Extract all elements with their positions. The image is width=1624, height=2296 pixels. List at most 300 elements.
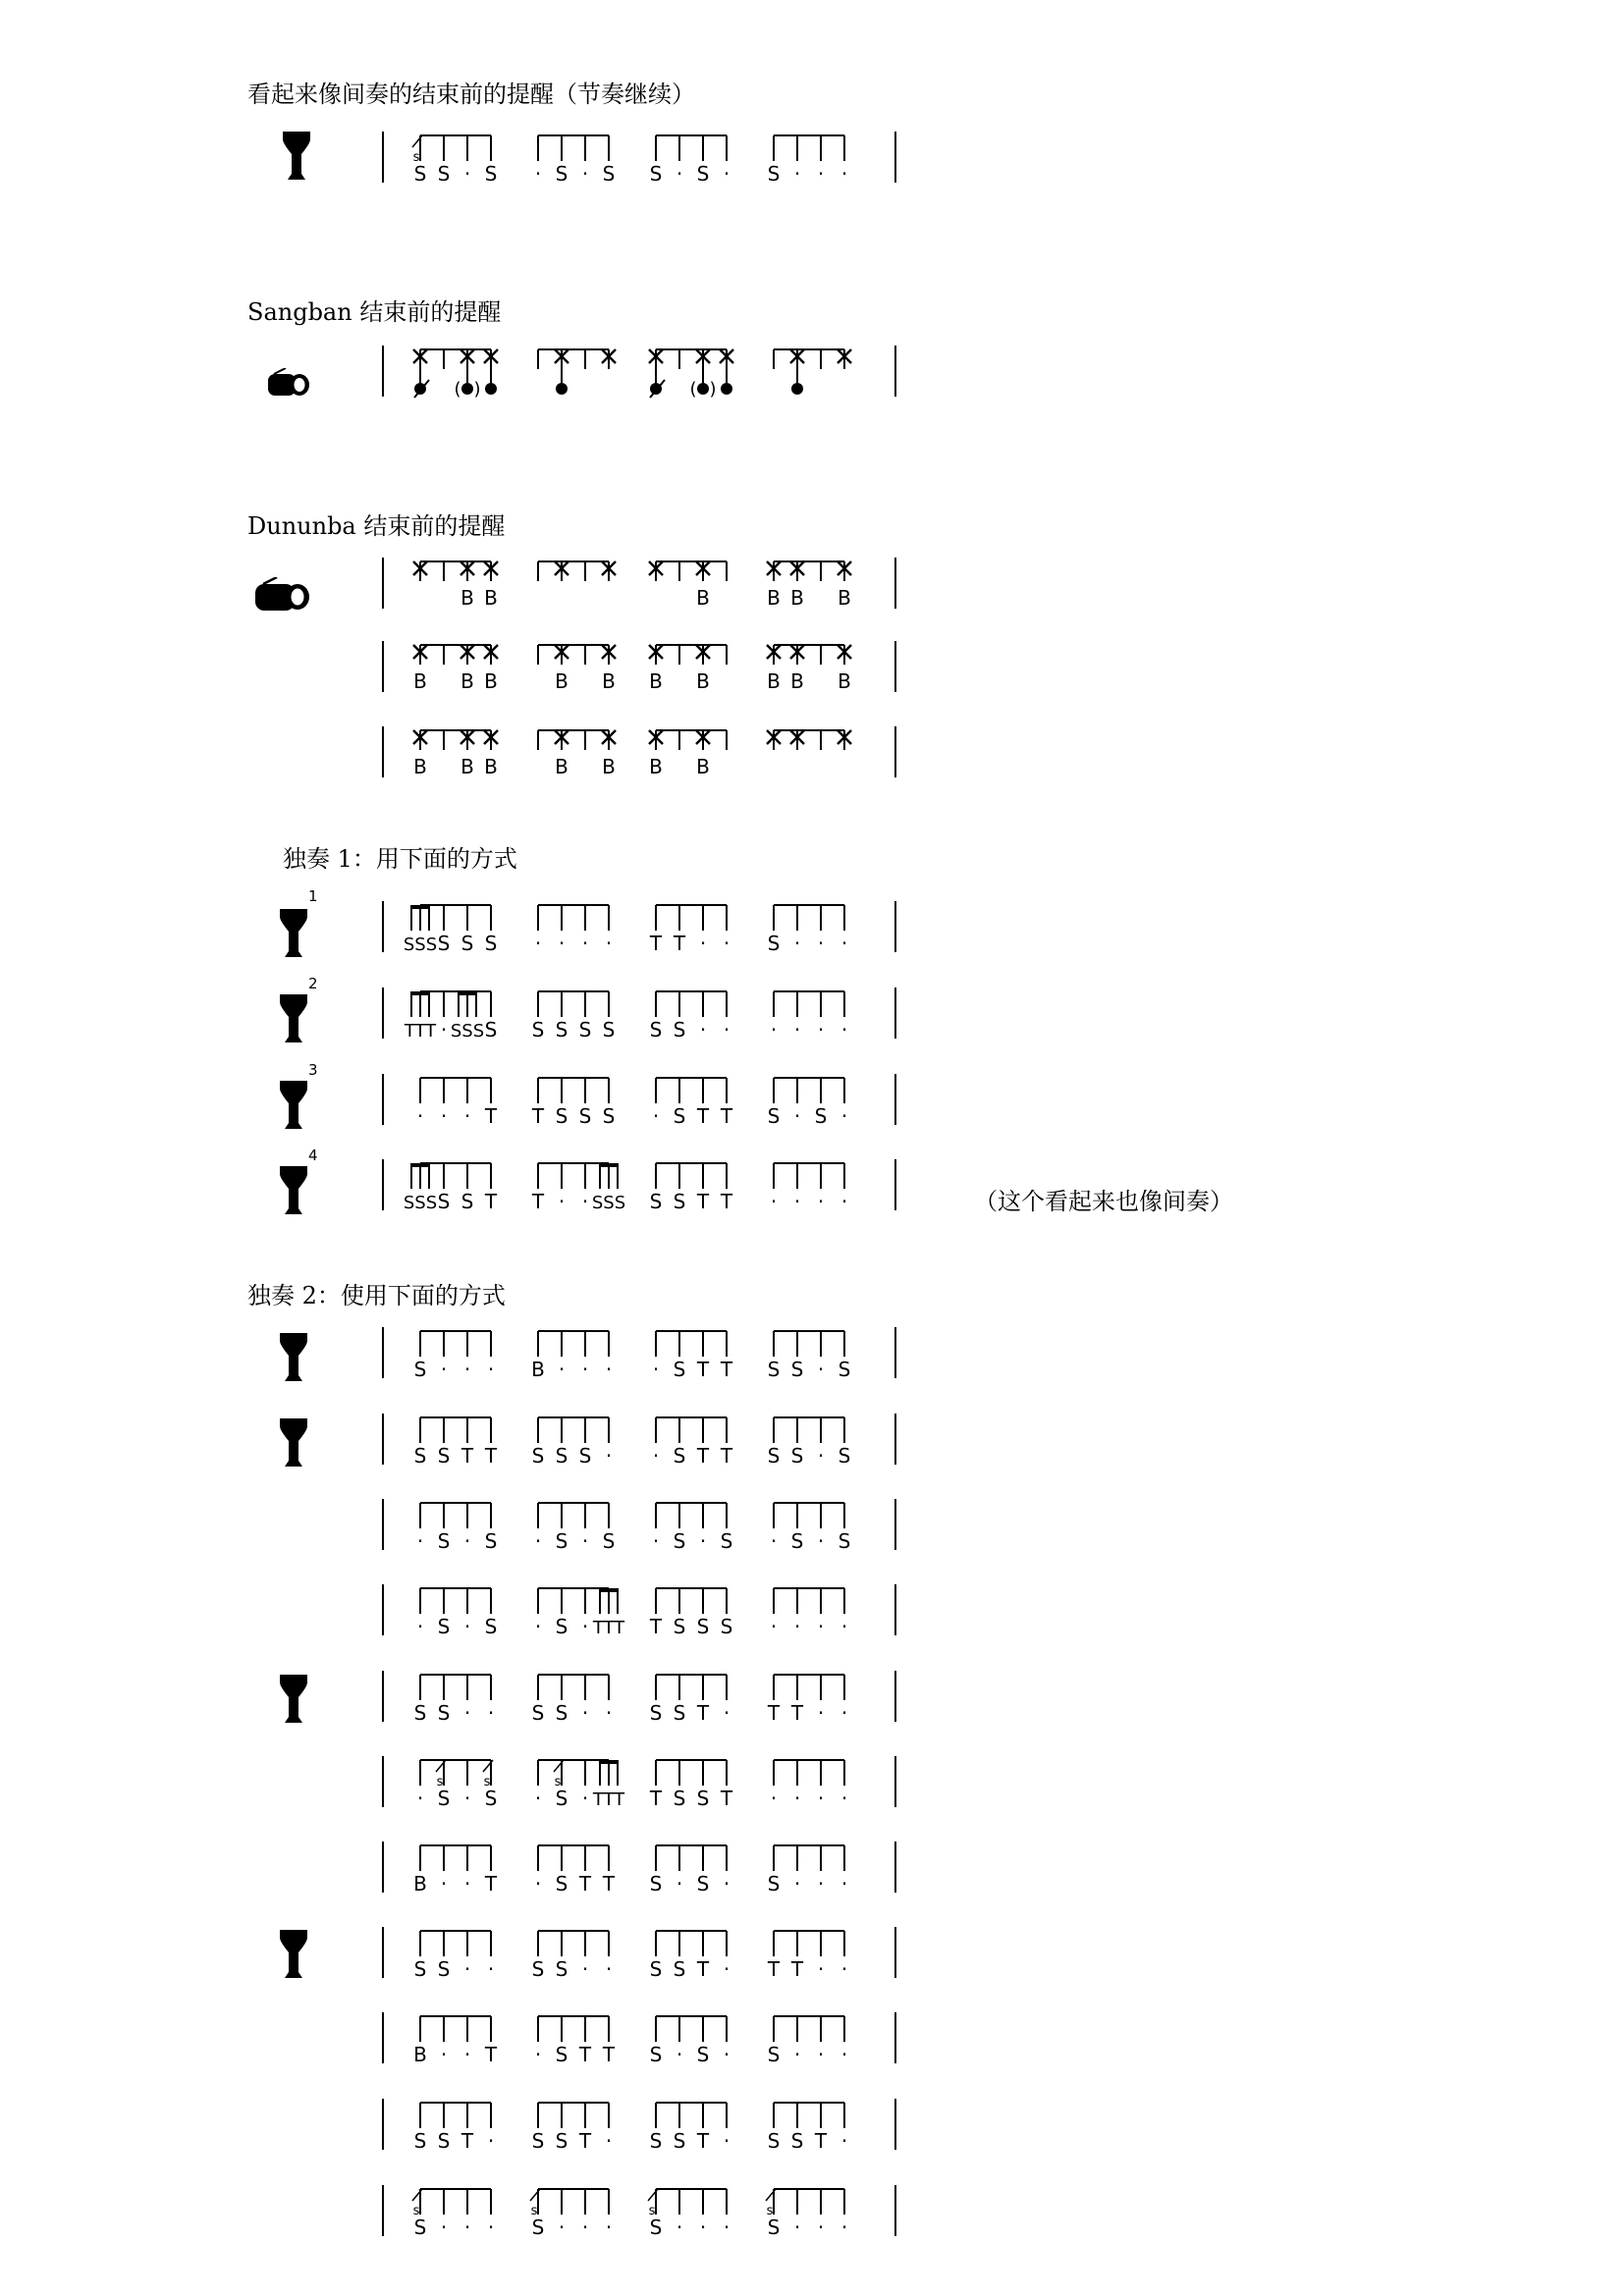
stroke-note: · (793, 162, 801, 186)
triplet-beam (600, 1588, 618, 1592)
open-stroke (485, 383, 497, 395)
stroke-note: S (460, 1190, 474, 1213)
stroke-note: · (440, 1018, 448, 1041)
stroke-note: · (793, 932, 801, 955)
stroke-note: T (531, 1190, 545, 1213)
stroke-note: · (416, 1615, 424, 1638)
stroke-note: S (767, 2129, 781, 2153)
stroke-note: · (699, 1018, 707, 1041)
stroke-note: S (437, 162, 451, 186)
stroke-note: S (838, 1444, 851, 1468)
stroke-note: S (555, 2129, 568, 2153)
stroke-note: · (463, 1787, 471, 1810)
stroke-note: T (767, 1957, 781, 1981)
stroke-note: S (413, 1444, 427, 1468)
stroke-note: T (673, 932, 686, 955)
stroke-note: · (817, 1444, 825, 1468)
stroke-note: T (696, 1701, 710, 1725)
triplet-note: TTT (404, 1021, 437, 1041)
stroke-note: T (720, 1190, 733, 1213)
stroke-note: T (484, 1190, 498, 1213)
bass-note: B (555, 755, 568, 778)
triplet-beam (411, 1163, 429, 1167)
stroke-note: · (652, 1104, 660, 1128)
stroke-note: · (652, 1529, 660, 1553)
stroke-note: T (484, 2043, 498, 2066)
stroke-note: · (723, 162, 731, 186)
bass-note: B (484, 755, 498, 778)
stroke-note: · (817, 932, 825, 955)
stroke-note: S (696, 1615, 710, 1638)
stroke-note: · (605, 1957, 613, 1981)
bass-note: B (767, 586, 781, 610)
stroke-note: T (720, 1444, 733, 1468)
stroke-note: T (484, 1872, 498, 1896)
stroke-note: S (602, 1018, 616, 1041)
grace-note: s (530, 2204, 538, 2218)
stroke-note: S (602, 162, 616, 186)
stroke-note: S (578, 1018, 592, 1041)
solo1-label-1: 1 (308, 887, 318, 905)
stroke-note: S (649, 1957, 663, 1981)
stroke-note: S (673, 1444, 686, 1468)
stroke-note: · (605, 2216, 613, 2239)
stroke-note: · (463, 162, 471, 186)
triplet-note: SSS (403, 1193, 438, 1213)
stroke-note: · (723, 1701, 731, 1725)
stroke-note: · (463, 1529, 471, 1553)
stroke-note: S (555, 1787, 568, 1810)
triplet-note: SSS (591, 1193, 626, 1213)
bass-note: B (696, 586, 710, 610)
stroke-note: T (720, 1358, 733, 1381)
stroke-note: · (817, 1190, 825, 1213)
grace-note: s (766, 2204, 774, 2218)
stroke-note: T (649, 1787, 663, 1810)
stroke-note: T (649, 1615, 663, 1638)
bass-note: B (696, 669, 710, 693)
stroke-note: · (817, 1957, 825, 1981)
stroke-note: S (437, 1615, 451, 1638)
stroke-note: · (770, 1787, 778, 1810)
stroke-note: S (649, 1018, 663, 1041)
stroke-note: · (440, 1358, 448, 1381)
open-stroke (721, 383, 732, 395)
stroke-note: · (793, 1787, 801, 1810)
stroke-note: · (817, 1615, 825, 1638)
stroke-note: S (790, 1358, 804, 1381)
stroke-note: T (767, 1701, 781, 1725)
stroke-note: S (555, 1529, 568, 1553)
stroke-note: S (649, 1190, 663, 1213)
stroke-note: S (531, 1701, 545, 1725)
stroke-note: T (578, 2129, 592, 2153)
stroke-note: S (437, 1787, 451, 1810)
stroke-note: B (413, 1872, 427, 1896)
stroke-note: · (534, 1615, 542, 1638)
stroke-note: T (720, 1787, 733, 1810)
stroke-note: · (676, 162, 683, 186)
stroke-note: · (840, 2216, 848, 2239)
stroke-note: S (673, 2129, 686, 2153)
stroke-note: · (840, 2043, 848, 2066)
stroke-note: S (531, 2129, 545, 2153)
stroke-note: · (699, 2216, 707, 2239)
stroke-note: T (696, 1190, 710, 1213)
stroke-note: · (581, 932, 589, 955)
stroke-note: S (673, 1615, 686, 1638)
stroke-note: T (484, 1104, 498, 1128)
stroke-note: S (602, 1529, 616, 1553)
stroke-note: S (790, 2129, 804, 2153)
stroke-note: S (720, 1529, 733, 1553)
stroke-note: S (437, 1444, 451, 1468)
stroke-note: S (484, 932, 498, 955)
stroke-note: T (578, 2043, 592, 2066)
bass-note: B (767, 669, 781, 693)
stroke-note: · (416, 1104, 424, 1128)
stroke-note: · (770, 1018, 778, 1041)
bass-note: B (602, 755, 616, 778)
stroke-note: S (814, 1104, 828, 1128)
stroke-note: · (676, 2216, 683, 2239)
triplet-note: TTT (592, 1618, 625, 1638)
stroke-note: · (463, 1701, 471, 1725)
bass-note: B (484, 586, 498, 610)
stroke-note: · (817, 1787, 825, 1810)
stroke-note: · (770, 1529, 778, 1553)
stroke-note: S (531, 1018, 545, 1041)
stroke-note: B (413, 2043, 427, 2066)
stroke-note: S (437, 2129, 451, 2153)
grace-note: s (412, 2204, 420, 2218)
stroke-note: · (534, 1787, 542, 1810)
stroke-note: · (840, 2129, 848, 2153)
heading-dununba: Dununba 结束前的提醒 (247, 512, 506, 540)
stroke-note: S (555, 162, 568, 186)
stroke-note: S (673, 1104, 686, 1128)
stroke-note: · (817, 2216, 825, 2239)
open-stroke (697, 383, 709, 395)
stroke-note: T (790, 1957, 804, 1981)
solo1-label-2: 2 (308, 975, 318, 992)
stroke-note: S (790, 1444, 804, 1468)
heading-intro-break: 看起来像间奏的结束前的提醒（节奏继续） (247, 80, 695, 108)
stroke-note: S (673, 1529, 686, 1553)
stroke-note: S (460, 932, 474, 955)
stroke-note: · (534, 1529, 542, 1553)
stroke-note: · (487, 2216, 495, 2239)
stroke-note: · (581, 1190, 589, 1213)
stroke-note: · (463, 1872, 471, 1896)
bass-note: B (649, 669, 663, 693)
stroke-note: · (440, 1104, 448, 1128)
stroke-note: S (649, 2216, 663, 2239)
bass-note: B (838, 586, 851, 610)
bass-note: B (413, 755, 427, 778)
stroke-note: S (767, 2216, 781, 2239)
stroke-note: · (840, 1190, 848, 1213)
stroke-note: T (649, 932, 663, 955)
stroke-note: S (673, 1957, 686, 1981)
bass-note: B (460, 669, 474, 693)
solo1-label-3: 3 (308, 1061, 318, 1079)
stroke-note: · (652, 1358, 660, 1381)
stroke-note: · (793, 2216, 801, 2239)
stroke-note: S (767, 2043, 781, 2066)
solo1-label-4: 4 (308, 1147, 318, 1164)
stroke-note: · (840, 1957, 848, 1981)
grace-note: s (648, 2204, 656, 2218)
stroke-note: · (793, 1018, 801, 1041)
bass-note: B (460, 586, 474, 610)
stroke-note: S (555, 1104, 568, 1128)
stroke-note: · (723, 2216, 731, 2239)
open-stroke (461, 383, 473, 395)
stroke-note: T (578, 1872, 592, 1896)
stroke-note: · (605, 2129, 613, 2153)
stroke-note: S (767, 162, 781, 186)
stroke-note: S (437, 1190, 451, 1213)
stroke-note: S (720, 1615, 733, 1638)
stroke-note: · (723, 2043, 731, 2066)
stroke-note: S (696, 1872, 710, 1896)
grace-note: s (483, 1775, 491, 1789)
bass-note: B (413, 669, 427, 693)
stroke-note: · (440, 2043, 448, 2066)
stroke-note: T (696, 1957, 710, 1981)
stroke-note: · (793, 1104, 801, 1128)
open-stroke (556, 383, 568, 395)
triplet-note: SSS (450, 1021, 485, 1041)
stroke-note: · (605, 1444, 613, 1468)
stroke-note: S (767, 1358, 781, 1381)
stroke-note: S (437, 1529, 451, 1553)
stroke-note: S (767, 1444, 781, 1468)
stroke-note: · (534, 2043, 542, 2066)
stroke-note: · (581, 1615, 589, 1638)
stroke-note: · (487, 1701, 495, 1725)
stroke-note: · (534, 1872, 542, 1896)
triplet-beam (459, 991, 476, 995)
stroke-note: · (817, 1018, 825, 1041)
stroke-note: · (581, 1957, 589, 1981)
stroke-note: S (484, 1615, 498, 1638)
stroke-note: S (673, 1190, 686, 1213)
stroke-note: · (723, 932, 731, 955)
stroke-note: S (673, 1358, 686, 1381)
stroke-note: · (463, 1615, 471, 1638)
heading-sangban: Sangban 结束前的提醒 (247, 298, 502, 326)
stroke-note: · (723, 1957, 731, 1981)
triplet-note: TTT (592, 1789, 625, 1810)
stroke-note: S (767, 1872, 781, 1896)
triplet-beam (411, 991, 429, 995)
stroke-note: S (531, 1957, 545, 1981)
stroke-note: T (602, 2043, 616, 2066)
stroke-note: S (696, 1787, 710, 1810)
stroke-note: S (649, 2043, 663, 2066)
stroke-note: · (487, 1957, 495, 1981)
stroke-note: S (437, 1957, 451, 1981)
stroke-note: T (484, 1444, 498, 1468)
stroke-note: · (558, 1358, 566, 1381)
stroke-note: S (555, 1872, 568, 1896)
stroke-note: · (793, 1615, 801, 1638)
stroke-note: · (605, 932, 613, 955)
stroke-note: S (673, 1018, 686, 1041)
stroke-note: · (723, 1018, 731, 1041)
stroke-note: · (817, 1529, 825, 1553)
grace-note: s (436, 1775, 444, 1789)
stroke-note: · (581, 162, 589, 186)
stroke-note: S (649, 1701, 663, 1725)
stroke-note: · (817, 1872, 825, 1896)
stroke-note: · (534, 932, 542, 955)
stroke-note: S (673, 1701, 686, 1725)
stroke-note: S (413, 1358, 427, 1381)
bass-note: B (460, 755, 474, 778)
stroke-note: · (770, 1190, 778, 1213)
stroke-note: S (767, 1104, 781, 1128)
stroke-note: T (814, 2129, 828, 2153)
open-stroke (791, 383, 803, 395)
stroke-note: · (416, 1529, 424, 1553)
stroke-note: S (578, 1444, 592, 1468)
bass-note: B (602, 669, 616, 693)
triplet-beam (600, 1163, 618, 1167)
stroke-note: · (793, 1872, 801, 1896)
stroke-note: · (605, 1358, 613, 1381)
triplet-beam (600, 1760, 618, 1764)
stroke-note: · (440, 1872, 448, 1896)
stroke-note: T (696, 1358, 710, 1381)
stroke-note: S (602, 1104, 616, 1128)
stroke-note: · (699, 932, 707, 955)
stroke-note: · (676, 1872, 683, 1896)
bass-note: B (696, 755, 710, 778)
muted-paren: ( (454, 379, 461, 400)
stroke-note: · (840, 932, 848, 955)
stroke-note: · (581, 2216, 589, 2239)
side-note: （这个看起来也像间奏） (974, 1188, 1233, 1215)
stroke-note: S (413, 2129, 427, 2153)
stroke-note: T (531, 1104, 545, 1128)
stroke-note: S (484, 1787, 498, 1810)
stroke-note: S (790, 1529, 804, 1553)
stroke-note: · (558, 2216, 566, 2239)
stroke-note: S (838, 1358, 851, 1381)
stroke-note: · (817, 162, 825, 186)
stroke-note: · (793, 2043, 801, 2066)
stroke-note: S (838, 1529, 851, 1553)
bass-note: B (790, 586, 804, 610)
grace-note: s (554, 1775, 562, 1789)
stroke-note: · (840, 1615, 848, 1638)
stroke-note: T (720, 1104, 733, 1128)
muted-paren: ) (473, 379, 481, 400)
stroke-note: S (555, 1615, 568, 1638)
stroke-note: S (767, 932, 781, 955)
stroke-note: · (840, 1701, 848, 1725)
stroke-note: T (696, 1444, 710, 1468)
stroke-note: · (840, 1787, 848, 1810)
muted-paren: ) (709, 379, 717, 400)
stroke-note: S (673, 1787, 686, 1810)
stroke-note: · (534, 162, 542, 186)
stroke-note: · (581, 1701, 589, 1725)
stroke-note: S (437, 932, 451, 955)
stroke-note: S (649, 162, 663, 186)
stroke-note: · (840, 1104, 848, 1128)
triplet-beam (411, 905, 429, 909)
grace-note: s (412, 150, 420, 165)
stroke-note: · (605, 1701, 613, 1725)
stroke-note: · (723, 1872, 731, 1896)
triplet-note: SSS (403, 934, 438, 955)
stroke-note: · (558, 932, 566, 955)
stroke-note: T (460, 1444, 474, 1468)
stroke-note: T (460, 2129, 474, 2153)
stroke-note: · (840, 1018, 848, 1041)
stroke-note: · (463, 2216, 471, 2239)
stroke-note: T (696, 1104, 710, 1128)
stroke-note: T (696, 2129, 710, 2153)
stroke-note: S (555, 1018, 568, 1041)
stroke-note: · (699, 1529, 707, 1553)
stroke-note: S (531, 1444, 545, 1468)
stroke-note: S (413, 1957, 427, 1981)
stroke-note: S (578, 1104, 592, 1128)
stroke-note: S (413, 2216, 427, 2239)
stroke-note: S (413, 162, 427, 186)
stroke-note: S (555, 1957, 568, 1981)
stroke-note: S (484, 162, 498, 186)
bass-note: B (838, 669, 851, 693)
stroke-note: · (793, 1190, 801, 1213)
stroke-note: · (416, 1787, 424, 1810)
stroke-note: B (531, 1358, 545, 1381)
heading-solo1: 独奏 1：用下面的方式 (283, 845, 517, 873)
stroke-note: S (555, 2043, 568, 2066)
stroke-note: · (463, 1104, 471, 1128)
stroke-note: · (817, 1358, 825, 1381)
stroke-note: T (602, 1872, 616, 1896)
stroke-note: S (531, 2216, 545, 2239)
muted-paren: ( (689, 379, 697, 400)
stroke-note: · (487, 1358, 495, 1381)
stroke-note: · (723, 2129, 731, 2153)
stroke-note: S (696, 162, 710, 186)
stroke-note: S (696, 2043, 710, 2066)
stroke-note: · (558, 1190, 566, 1213)
stroke-note: · (440, 2216, 448, 2239)
stroke-note: · (652, 1444, 660, 1468)
stroke-note: · (817, 1701, 825, 1725)
stroke-note: S (437, 1701, 451, 1725)
heading-solo2: 独奏 2：使用下面的方式 (247, 1282, 506, 1309)
stroke-note: T (790, 1701, 804, 1725)
bass-note: B (649, 755, 663, 778)
stroke-note: · (581, 1787, 589, 1810)
bass-note: B (484, 669, 498, 693)
stroke-note: · (581, 1358, 589, 1381)
stroke-note: S (484, 1529, 498, 1553)
stroke-note: · (676, 2043, 683, 2066)
stroke-note: S (649, 2129, 663, 2153)
stroke-note: · (487, 2129, 495, 2153)
bass-note: B (790, 669, 804, 693)
